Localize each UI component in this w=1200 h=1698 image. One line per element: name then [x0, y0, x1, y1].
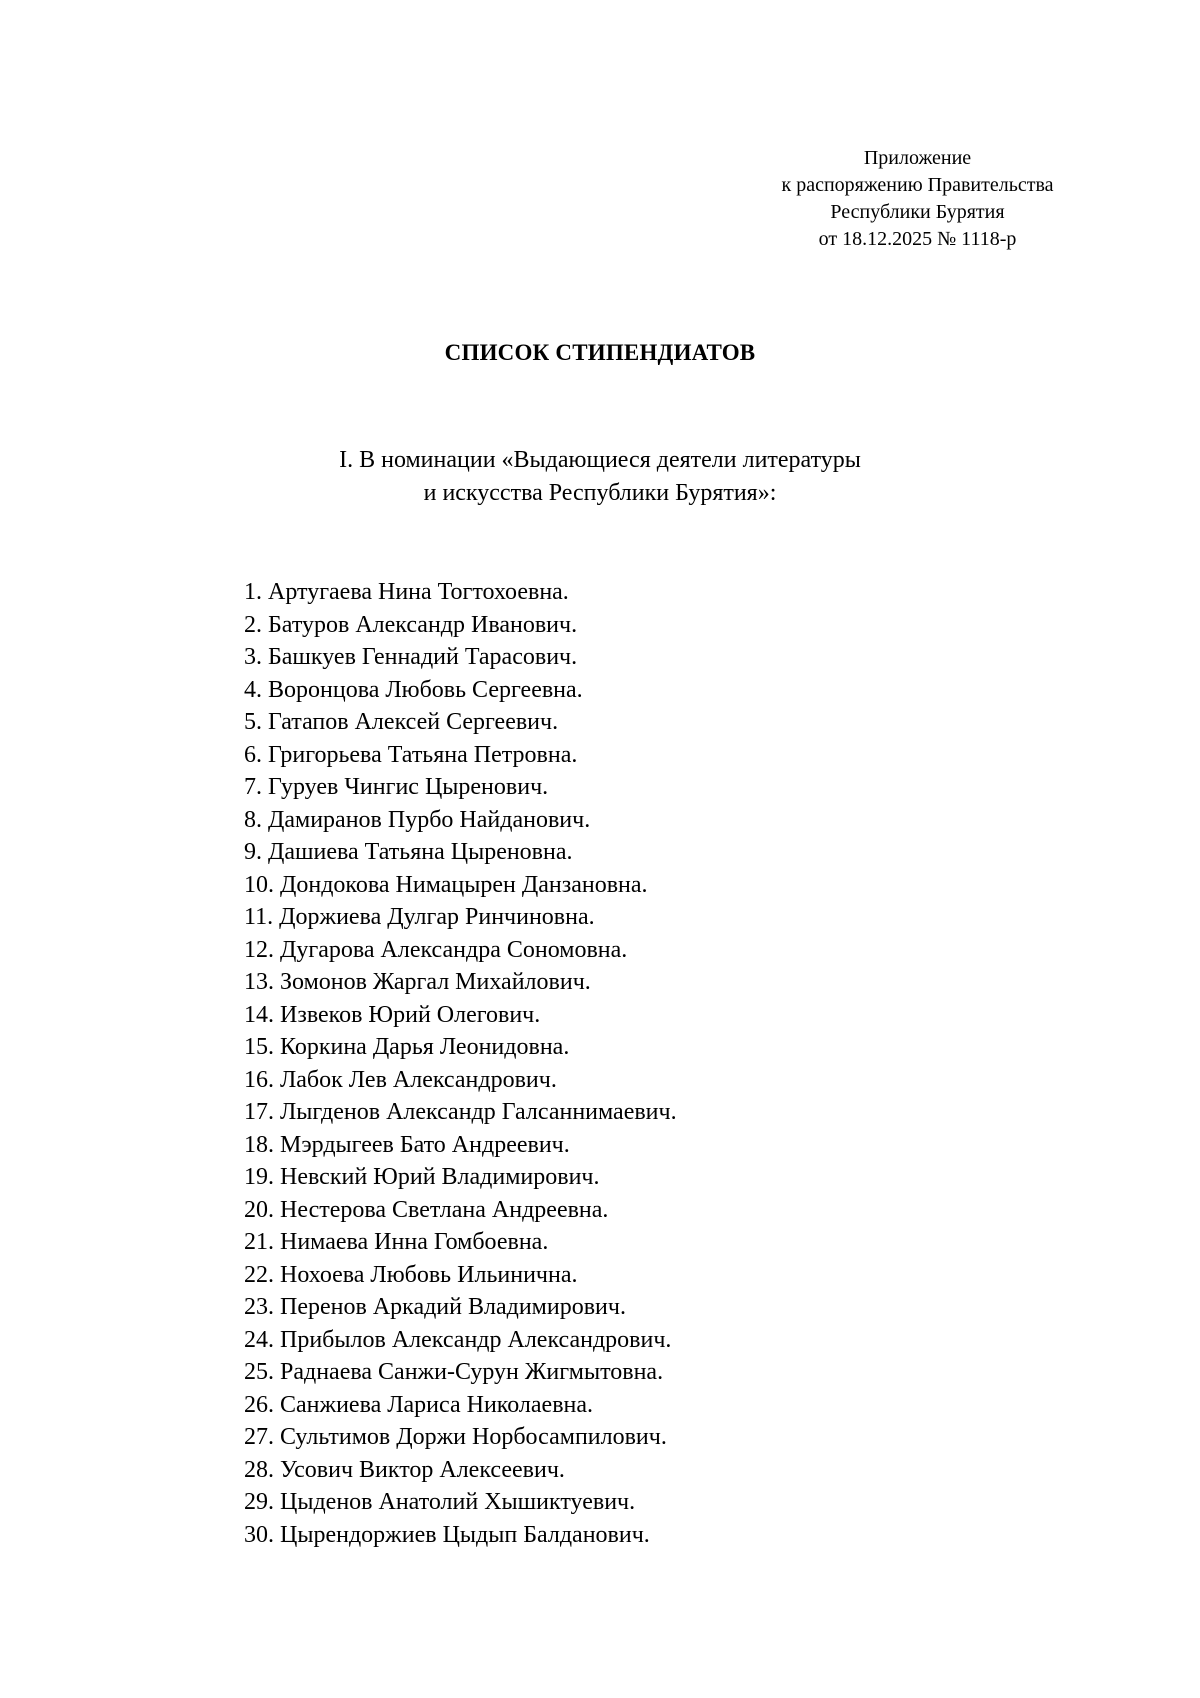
- section-heading-line: I. В номинации «Выдающиеся деятели литературы: [339, 447, 861, 473]
- list-item: 20. Нестерова Светлана Андреевна.: [244, 1196, 609, 1223]
- list-item: 1. Артугаева Нина Тогтохоевна.: [244, 579, 569, 605]
- list-item: 9. Дашиева Татьяна Цыреновна.: [244, 839, 573, 865]
- list-item: 2. Батуров Александр Иванович.: [244, 611, 578, 638]
- scholar-list: [244, 576, 677, 1551]
- list-item: 5. Гатапов Алексей Сергеевич.: [244, 709, 559, 735]
- appendix-line: Приложение: [863, 147, 972, 169]
- list-item: 27. Сультимов Доржи Норбосампилович.: [244, 1424, 667, 1450]
- list-item: 28. Усович Виктор Алексеевич.: [244, 1456, 565, 1483]
- list-item: 15. Коркина Дарья Леонидовна.: [244, 1034, 570, 1060]
- list-item: 8. Дамиранов Пурбо Найданович.: [244, 806, 591, 833]
- appendix-date-number: от 18.12.2025 № 1118-р: [818, 228, 1017, 250]
- list-item: 24. Прибылов Александр Александрович.: [244, 1326, 672, 1353]
- list-item: 23. Перенов Аркадий Владимирович.: [244, 1294, 626, 1320]
- list-item: 25. Раднаева Санжи-Сурун Жигмытовна.: [244, 1359, 664, 1385]
- list-item: 6. Григорьева Татьяна Петровна.: [244, 741, 578, 768]
- list-item: 30. Цырендоржиев Цыдып Балданович.: [244, 1521, 650, 1548]
- list-item: 14. Извеков Юрий Олегович.: [244, 1001, 541, 1028]
- list-item: 12. Дугарова Александра Сономовна.: [244, 936, 628, 963]
- appendix-line: Республики Бурятия: [830, 201, 1005, 223]
- list-item: 19. Невский Юрий Владимирович.: [244, 1164, 600, 1190]
- list-item: 21. Нимаева Инна Гомбоевна.: [244, 1229, 549, 1255]
- section-heading-line: и искусства Республики Бурятия»:: [423, 480, 777, 506]
- document-title: СПИСОК СТИПЕНДИАТОВ: [444, 340, 756, 365]
- list-item: 10. Дондокова Нимацырен Данзановна.: [244, 871, 648, 898]
- list-item: 17. Лыгденов Александр Галсаннимаевич.: [244, 1099, 677, 1125]
- section-heading: [0, 444, 1200, 510]
- list-item: 7. Гуруев Чингис Цыренович.: [244, 774, 549, 800]
- list-item: 11. Доржиева Дулгар Ринчиновна.: [244, 904, 595, 930]
- list-item: 26. Санжиева Лариса Николаевна.: [244, 1391, 594, 1418]
- list-item: 4. Воронцова Любовь Сергеевна.: [244, 676, 583, 703]
- list-item: 18. Мэрдыгеев Бато Андреевич.: [244, 1131, 570, 1158]
- list-item: 13. Зомонов Жаргал Михайлович.: [244, 969, 591, 995]
- list-item: 22. Нохоева Любовь Ильинична.: [244, 1261, 578, 1288]
- appendix-header: [740, 145, 1095, 253]
- list-item: 3. Башкуев Геннадий Тарасович.: [244, 644, 578, 670]
- list-item: 29. Цыденов Анатолий Хышиктуевич.: [244, 1489, 636, 1515]
- list-item: 16. Лабок Лев Александрович.: [244, 1066, 557, 1093]
- appendix-line: к распоряжению Правительства: [781, 174, 1054, 196]
